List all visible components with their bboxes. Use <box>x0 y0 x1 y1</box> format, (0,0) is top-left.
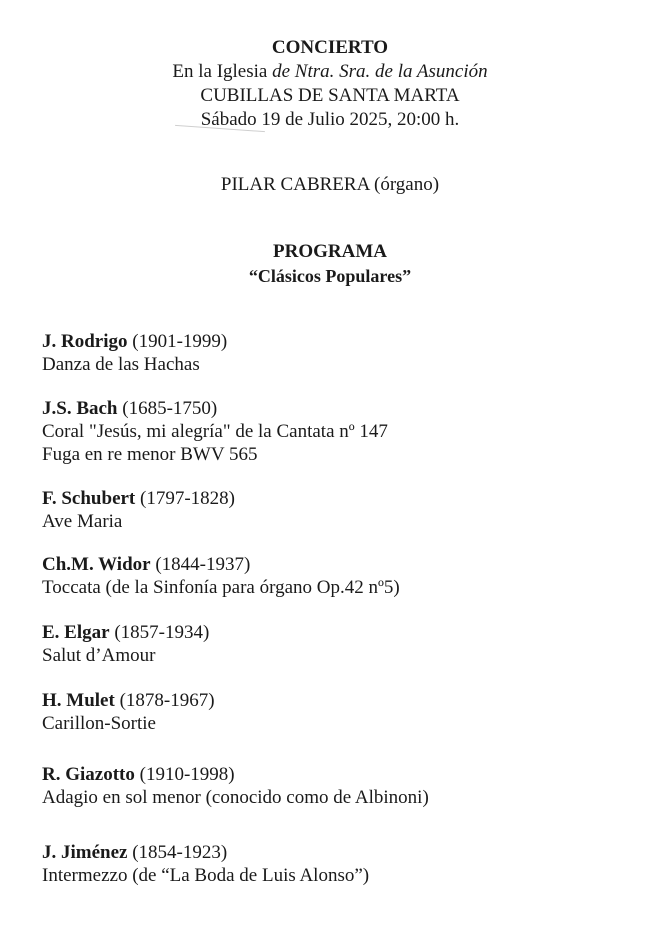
program-entry <box>42 330 602 376</box>
composer-dates: (1844-1937) <box>150 554 251 575</box>
composer-line <box>42 487 602 510</box>
composer-dates: (1685-1750) <box>117 398 218 419</box>
church-line <box>0 60 660 84</box>
program-entry <box>42 553 602 599</box>
program-entry <box>42 487 602 533</box>
composer-name: J. Rodrigo <box>42 331 128 352</box>
work-title: Intermezzo (de “La Boda de Luis Alonso”) <box>42 865 370 886</box>
program-entry <box>42 397 602 466</box>
program-entry <box>42 763 602 809</box>
composer-name: J.S. Bach <box>42 398 118 419</box>
composer-dates: (1857-1934) <box>109 622 210 643</box>
program-entry <box>42 621 602 667</box>
church-name: de Ntra. Sra. de la Asunción <box>272 61 488 82</box>
composer-line <box>42 330 602 353</box>
composer-name: E. Elgar <box>42 622 110 643</box>
work-title: Ave Maria <box>42 511 123 532</box>
concert-header <box>0 36 660 132</box>
composer-dates: (1878-1967) <box>114 690 215 711</box>
concert-datetime: Sábado 19 de Julio 2025, 20:00 h. <box>200 109 460 130</box>
composer-dates: (1854-1923) <box>127 842 228 863</box>
composer-dates: (1901-1999) <box>127 331 228 352</box>
program-heading <box>0 240 660 288</box>
composer-name: J. Jiménez <box>42 842 128 863</box>
work-title: Adagio en sol menor (conocido como de Albinoni) <box>42 787 429 808</box>
program-title: PROGRAMA <box>273 241 387 262</box>
performer-line: PILAR CABRERA (órgano) <box>220 174 440 195</box>
composer-line <box>42 841 602 864</box>
composer-name: F. Schubert <box>42 488 136 509</box>
work-title: Toccata (de la Sinfonía para órgano Op.42 nº5) <box>42 577 400 598</box>
program-entry <box>42 689 602 735</box>
town-name: CUBILLAS DE SANTA MARTA <box>200 85 460 106</box>
program-entry <box>42 841 602 887</box>
composer-line <box>42 397 602 420</box>
concert-title: CONCIERTO <box>271 37 389 58</box>
work-title: Coral "Jesús, mi alegría" de la Cantata nº 147 <box>42 421 388 442</box>
church-prefix: En la Iglesia <box>172 61 273 82</box>
work-title: Fuga en re menor BWV 565 <box>42 444 258 465</box>
work-title: Carillon-Sortie <box>42 713 156 734</box>
composer-name: Ch.M. Widor <box>42 554 151 575</box>
composer-line <box>42 689 602 712</box>
composer-name: H. Mulet <box>42 690 115 711</box>
work-title: Salut d’Amour <box>42 645 156 666</box>
work-title: Danza de las Hachas <box>42 354 200 375</box>
composer-dates: (1910-1998) <box>134 764 235 785</box>
composer-dates: (1797-1828) <box>135 488 235 509</box>
program-subtitle: “Clásicos Populares” <box>248 266 412 286</box>
composer-line <box>42 553 602 576</box>
composer-line <box>42 763 602 786</box>
composer-line <box>42 621 602 644</box>
composer-name: R. Giazotto <box>42 764 135 785</box>
